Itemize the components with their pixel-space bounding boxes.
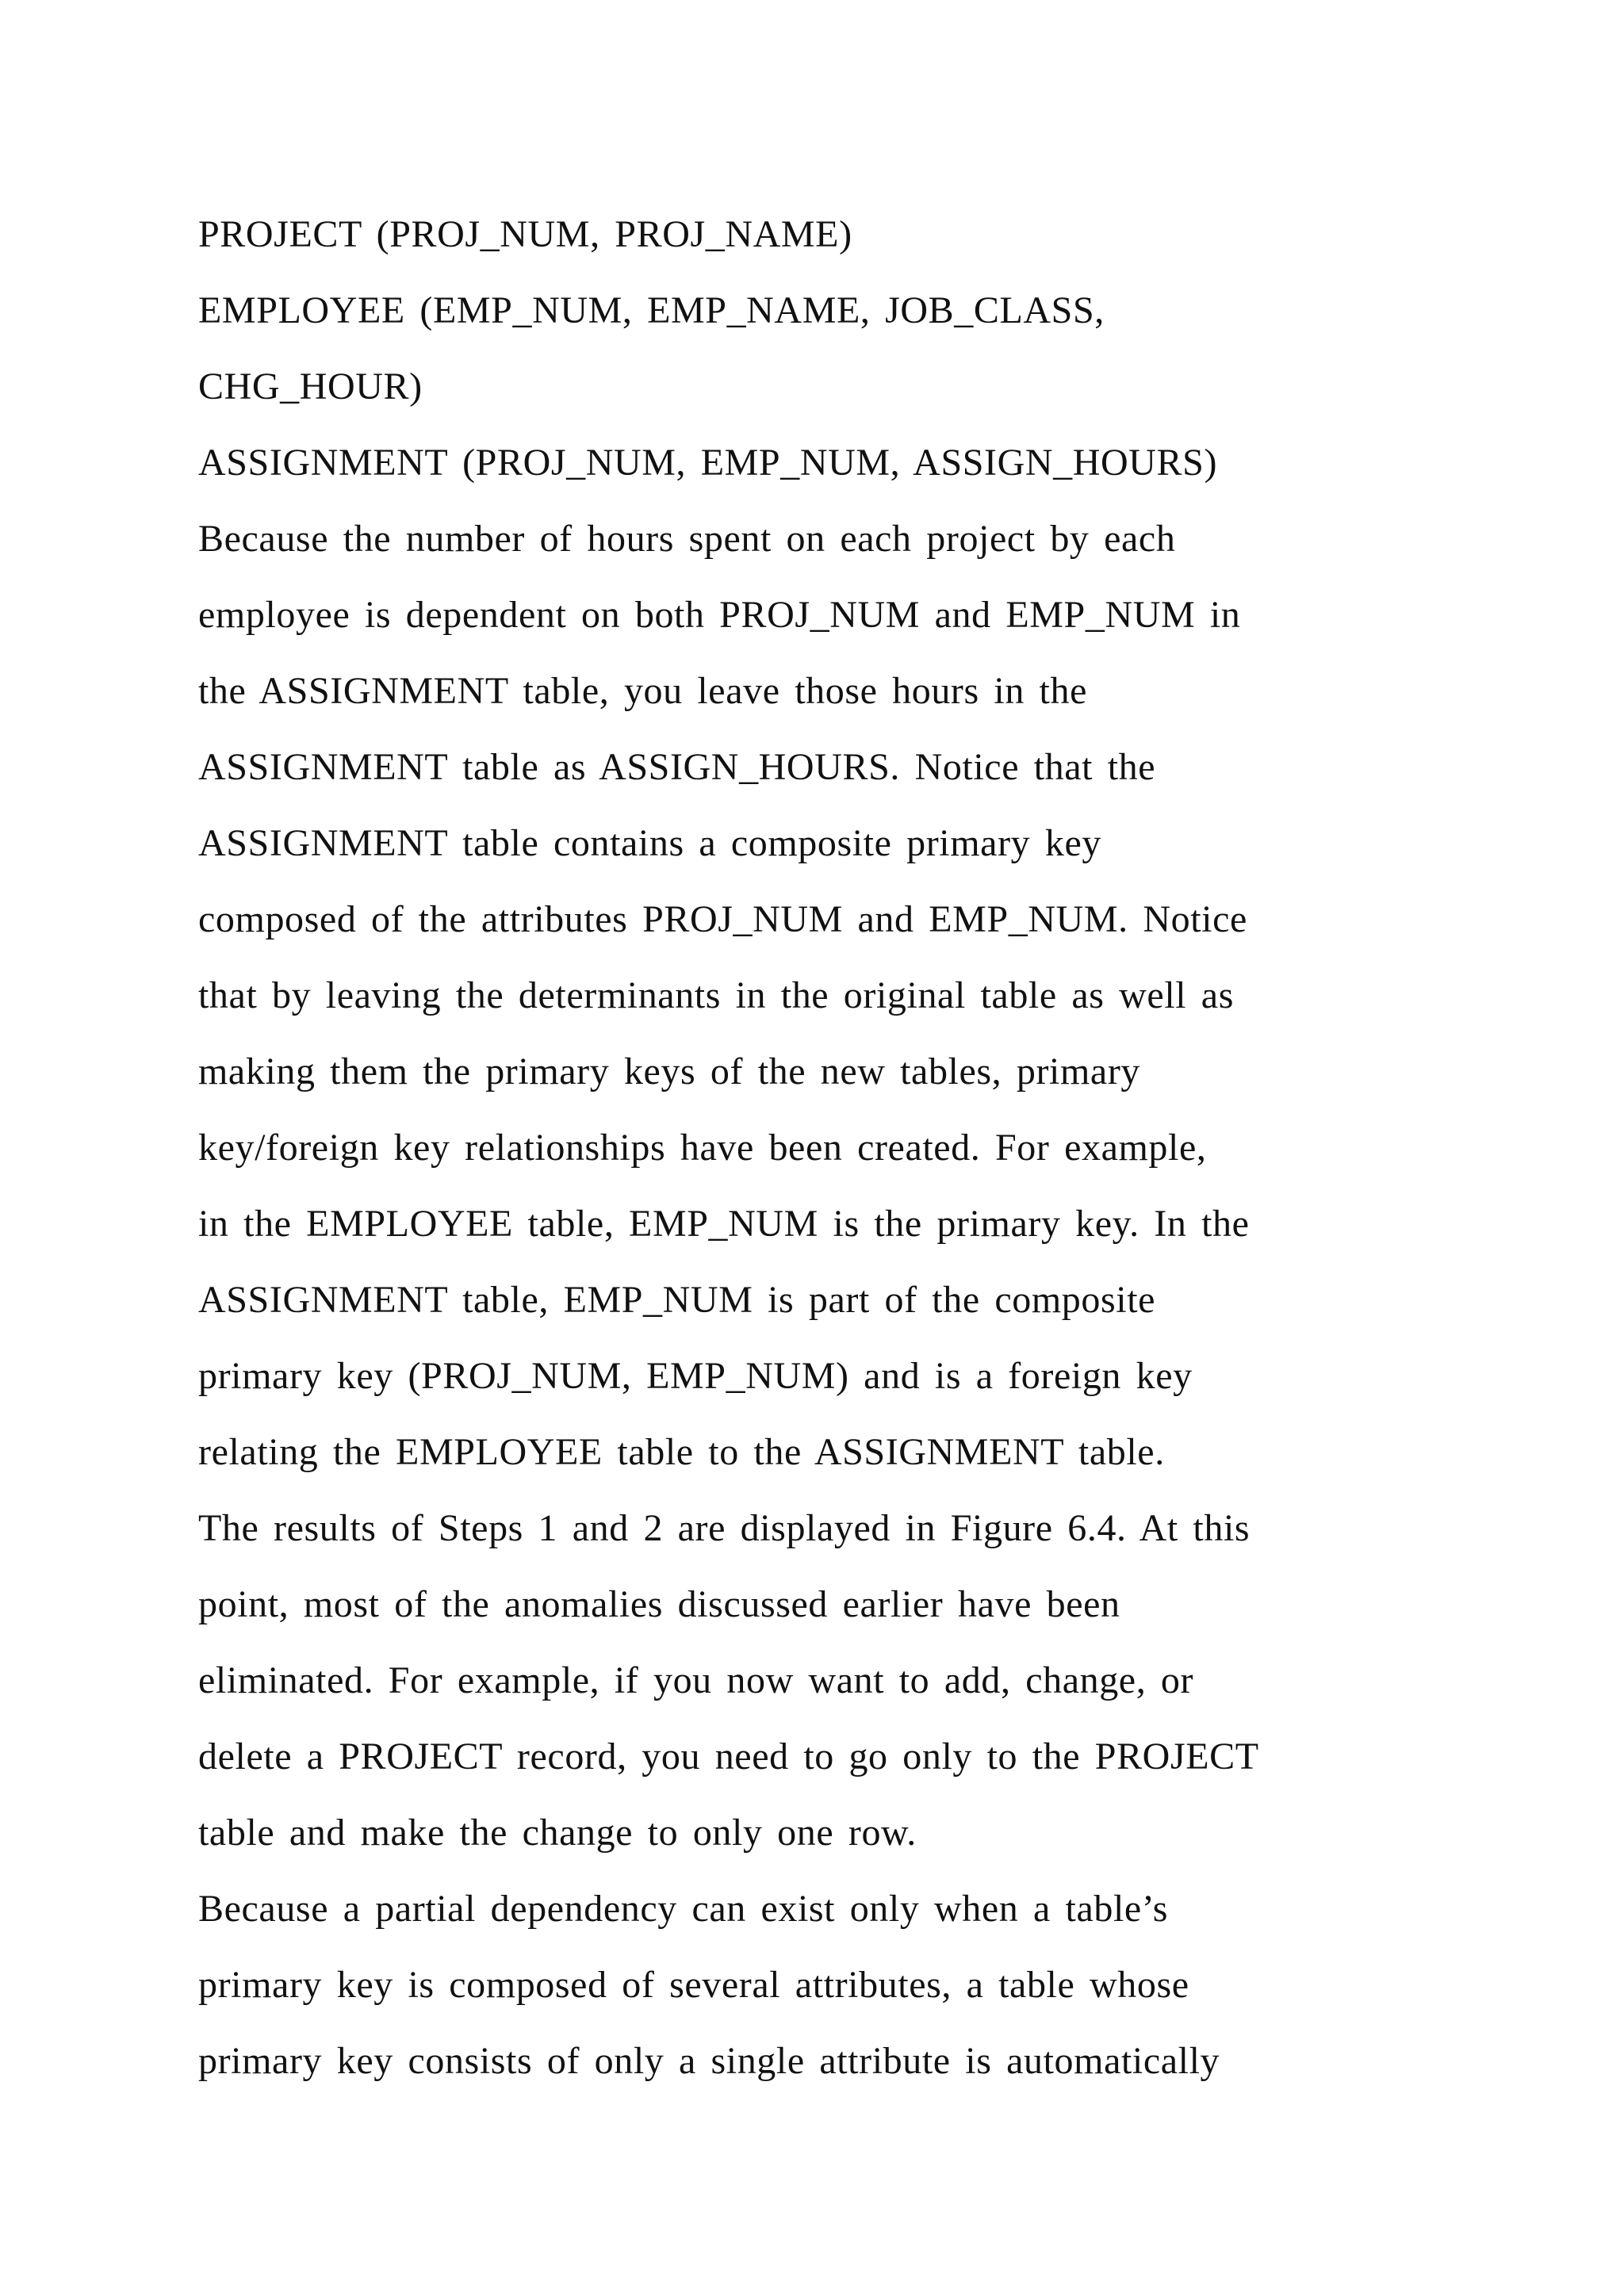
- text-line: relating the EMPLOYEE table to the ASSIGNMENT table.: [198, 1431, 1165, 1473]
- text-line: ASSIGNMENT table contains a composite primary key: [198, 822, 1101, 864]
- text-line: that by leaving the determinants in the original table as well as: [198, 974, 1234, 1016]
- text-line: PROJECT (PROJ_NUM, PROJ_NAME): [198, 213, 852, 255]
- text-line: The results of Steps 1 and 2 are displayed in Figure 6.4. At this: [198, 1507, 1251, 1549]
- text-line: primary key (PROJ_NUM, EMP_NUM) and is a foreign key: [198, 1355, 1193, 1397]
- text-line: employee is dependent on both PROJ_NUM and EMP_NUM in: [198, 594, 1241, 636]
- text-line: point, most of the anomalies discussed earlier have been: [198, 1583, 1120, 1625]
- body-text: [198, 197, 1435, 2099]
- text-line: in the EMPLOYEE table, EMP_NUM is the primary key. In the: [198, 1203, 1250, 1245]
- text-line: ASSIGNMENT table as ASSIGN_HOURS. Notice that the: [198, 746, 1156, 788]
- text-line: ASSIGNMENT table, EMP_NUM is part of the composite: [198, 1279, 1156, 1321]
- text-line: the ASSIGNMENT table, you leave those hours in the: [198, 670, 1087, 712]
- text-line: primary key is composed of several attributes, a table whose: [198, 1964, 1189, 2006]
- text-line: composed of the attributes PROJ_NUM and EMP_NUM. Notice: [198, 898, 1247, 940]
- text-line: key/foreign key relationships have been created. For example,: [198, 1127, 1207, 1169]
- text-line: EMPLOYEE (EMP_NUM, EMP_NAME, JOB_CLASS,: [198, 289, 1105, 331]
- text-line: table and make the change to only one row.: [198, 1812, 917, 1854]
- text-line: CHG_HOUR): [198, 365, 423, 408]
- text-line: primary key consists of only a single attribute is automatically: [198, 2040, 1220, 2082]
- text-line: Because a partial dependency can exist only when a table’s: [198, 1888, 1169, 1930]
- text-line: Because the number of hours spent on each project by each: [198, 518, 1176, 560]
- text-line: delete a PROJECT record, you need to go only to the PROJECT: [198, 1735, 1259, 1777]
- text-line: making them the primary keys of the new tables, primary: [198, 1050, 1141, 1093]
- text-line: ASSIGNMENT (PROJ_NUM, EMP_NUM, ASSIGN_HOURS): [198, 442, 1218, 484]
- text-line: eliminated. For example, if you now want to add, change, or: [198, 1659, 1194, 1701]
